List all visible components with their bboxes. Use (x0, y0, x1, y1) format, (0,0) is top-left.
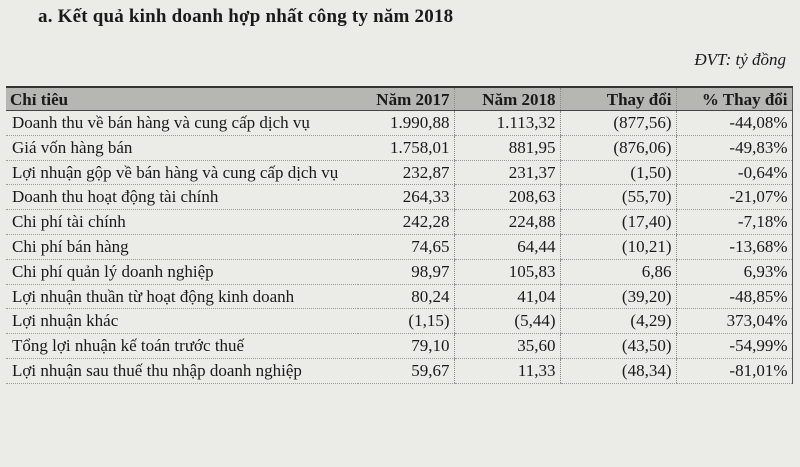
section-heading: a. Kết quả kinh doanh hợp nhất công ty năm 2018 (38, 6, 454, 27)
row-label: Lợi nhuận khác (6, 309, 358, 334)
table-row (6, 210, 792, 235)
value-change: (55,70) (560, 185, 676, 210)
table-row (6, 259, 792, 284)
value-2018: 231,37 (454, 160, 560, 185)
column-header-2018: Năm 2018 (454, 87, 560, 111)
table-row (6, 358, 792, 383)
value-2017: 80,24 (358, 284, 454, 309)
value-2018: 1.113,32 (454, 111, 560, 136)
row-label: Lợi nhuận thuần từ hoạt động kinh doanh (6, 284, 358, 309)
column-header-change: Thay đổi (560, 87, 676, 111)
table-row (6, 135, 792, 160)
table-row (6, 334, 792, 359)
column-header-indicator: Chỉ tiêu (6, 87, 358, 111)
value-pct-change: 373,04% (676, 309, 792, 334)
header-row (6, 87, 792, 111)
value-2018: 208,63 (454, 185, 560, 210)
value-pct-change: -81,01% (676, 358, 792, 383)
value-pct-change: -48,85% (676, 284, 792, 309)
column-header-2017: Năm 2017 (358, 87, 454, 111)
value-change: 6,86 (560, 259, 676, 284)
value-pct-change: -7,18% (676, 210, 792, 235)
value-2017: 59,67 (358, 358, 454, 383)
table-row (6, 284, 792, 309)
value-change: (1,50) (560, 160, 676, 185)
value-pct-change: -54,99% (676, 334, 792, 359)
row-label: Tổng lợi nhuận kế toán trước thuế (6, 334, 358, 359)
value-change: (39,20) (560, 284, 676, 309)
table-row (6, 111, 792, 136)
value-2017: 74,65 (358, 234, 454, 259)
value-2018: 881,95 (454, 135, 560, 160)
table-row (6, 309, 792, 334)
row-label: Chi phí tài chính (6, 210, 358, 235)
value-2018: 64,44 (454, 234, 560, 259)
value-2018: 41,04 (454, 284, 560, 309)
value-change: (17,40) (560, 210, 676, 235)
column-header-pct-change: % Thay đổi (676, 87, 792, 111)
row-label: Doanh thu về bán hàng và cung cấp dịch vụ (6, 111, 358, 136)
value-pct-change: -13,68% (676, 234, 792, 259)
value-change: (877,56) (560, 111, 676, 136)
value-2018: 105,83 (454, 259, 560, 284)
value-pct-change: -21,07% (676, 185, 792, 210)
value-2018: 11,33 (454, 358, 560, 383)
value-change: (10,21) (560, 234, 676, 259)
row-label: Chi phí quản lý doanh nghiệp (6, 259, 358, 284)
value-change: (43,50) (560, 334, 676, 359)
value-2017: 1.758,01 (358, 135, 454, 160)
business-results-table (6, 86, 793, 384)
value-2018: 35,60 (454, 334, 560, 359)
table-row (6, 185, 792, 210)
value-2017: 242,28 (358, 210, 454, 235)
value-2017: 232,87 (358, 160, 454, 185)
row-label: Chi phí bán hàng (6, 234, 358, 259)
value-change: (876,06) (560, 135, 676, 160)
unit-note: ĐVT: tỷ đồng (694, 50, 786, 69)
table-row (6, 234, 792, 259)
value-2018: 224,88 (454, 210, 560, 235)
value-2017: 1.990,88 (358, 111, 454, 136)
row-label: Lợi nhuận sau thuế thu nhập doanh nghiệp (6, 358, 358, 383)
value-pct-change: 6,93% (676, 259, 792, 284)
value-2018: (5,44) (454, 309, 560, 334)
value-2017: (1,15) (358, 309, 454, 334)
table-row (6, 160, 792, 185)
value-2017: 79,10 (358, 334, 454, 359)
value-2017: 98,97 (358, 259, 454, 284)
value-change: (48,34) (560, 358, 676, 383)
row-label: Giá vốn hàng bán (6, 135, 358, 160)
row-label: Lợi nhuận gộp về bán hàng và cung cấp dịch vụ (6, 160, 358, 185)
value-pct-change: -44,08% (676, 111, 792, 136)
value-change: (4,29) (560, 309, 676, 334)
value-2017: 264,33 (358, 185, 454, 210)
row-label: Doanh thu hoạt động tài chính (6, 185, 358, 210)
value-pct-change: -49,83% (676, 135, 792, 160)
value-pct-change: -0,64% (676, 160, 792, 185)
